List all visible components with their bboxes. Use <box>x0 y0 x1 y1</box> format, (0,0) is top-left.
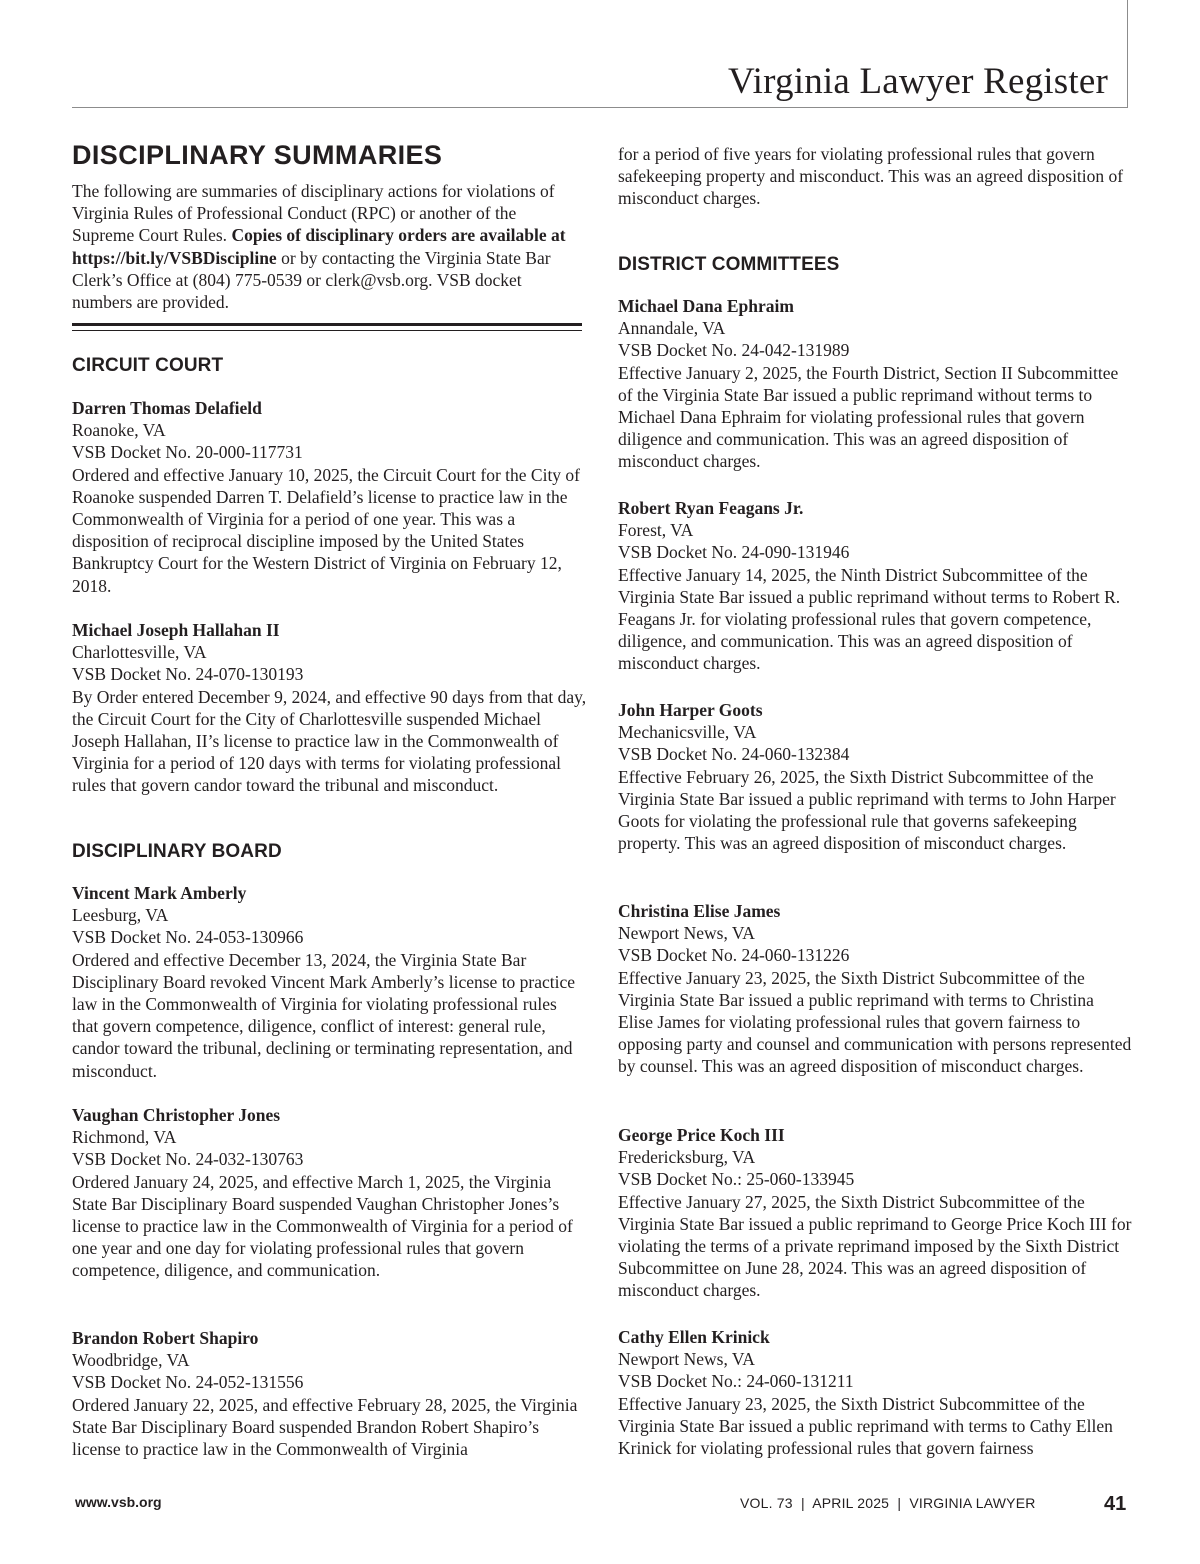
entry-summary: By Order entered December 9, 2024, and effective 90 days from that day, the Circuit Court for the City of Charlottesville suspended Michael Joseph Hallahan, II’s license to practice law in the Commonwealth of Virginia for a period of 120 days with terms for violating professional rules that govern candor toward the tribunal and misconduct. <box>72 686 587 796</box>
entry-koch <box>618 1124 1133 1302</box>
entry-location: Roanoke, VA <box>72 420 166 441</box>
entry-delafield <box>72 397 587 597</box>
entry-summary: Ordered and effective December 13, 2024, the Virginia State Bar Disciplinary Board revoked Vincent Mark Amberly’s license to practice law in the Commonwealth of Virginia for violating professional rules that govern competence, diligence, conflict of interest: general rule, candor toward the tribunal, declining or terminating representation, and misconduct. <box>72 949 576 1081</box>
footer-issue-line: VOL. 73 | APRIL 2025 | VIRGINIA LAWYER <box>740 1495 1036 1511</box>
entry-docket: VSB Docket No.: 24-060-131211 <box>618 1371 854 1392</box>
entry-location: Charlottesville, VA <box>72 642 207 663</box>
entry-name: Cathy Ellen Krinick <box>618 1327 770 1347</box>
entry-summary: Ordered and effective January 10, 2025, the Circuit Court for the City of Roanoke suspended Darren T. Delafield’s license to practice law in the Commonwealth of Virginia for a period of one year. This was a disposition of reciprocal discipline imposed by the United States Bankruptcy Court for the Western District of Virginia on February 12, 2018. <box>72 464 581 596</box>
entry-docket: VSB Docket No. 24-042-131989 <box>618 340 850 361</box>
entry-name: John Harper Goots <box>618 700 763 720</box>
section-heading-circuit-court: CIRCUIT COURT <box>72 355 224 376</box>
entry-summary: Ordered January 24, 2025, and effective March 1, 2025, the Virginia State Bar Disciplinary Board suspended Vaughan Christopher Jones’s license to practice law in the Commonwealth of Virginia for a period of one year and one day for violating professional rules that govern competence, diligence, and communication. <box>72 1171 573 1281</box>
entry-location: Forest, VA <box>618 520 694 541</box>
section-heading-disciplinary-board: DISCIPLINARY BOARD <box>72 841 282 862</box>
entry-name: Brandon Robert Shapiro <box>72 1328 259 1348</box>
page-number: 41 <box>1104 1493 1127 1515</box>
entry-docket: VSB Docket No. 24-060-132384 <box>618 744 850 765</box>
entry-name: Vaughan Christopher Jones <box>72 1105 281 1125</box>
entry-ephraim <box>618 295 1133 473</box>
entry-james <box>618 900 1133 1078</box>
header-title: Virginia Lawyer Register <box>727 61 1108 102</box>
entry-docket: VSB Docket No. 24-032-130763 <box>72 1149 304 1170</box>
entry-goots <box>618 699 1133 854</box>
entry-docket: VSB Docket No. 24-060-131226 <box>618 945 850 966</box>
entry-summary: Effective January 2, 2025, the Fourth District, Section II Subcommittee of the Virginia State Bar issued a public reprimand without terms to Michael Dana Ephraim for violating professional rules that govern diligence and communication. This was an agreed disposition of misconduct charges. <box>618 362 1119 472</box>
entry-location: Richmond, VA <box>72 1127 177 1148</box>
entry-summary: Effective February 26, 2025, the Sixth District Subcommittee of the Virginia State Bar issued a public reprimand with terms to John Harper Goots for violating the professional rule that governs safekeeping property. This was an agreed disposition of misconduct charges. <box>618 766 1116 854</box>
entry-summary: Ordered January 22, 2025, and effective February 28, 2025, the Virginia State Bar Disciplinary Board suspended Brandon Robert Shapiro’s license to practice law in the Commonwealth of Virginia <box>72 1394 578 1460</box>
section-heading-district-committees: DISTRICT COMMITTEES <box>618 254 840 275</box>
entry-docket: VSB Docket No. 24-070-130193 <box>72 664 304 685</box>
header-rule <box>72 107 1128 108</box>
entry-docket: VSB Docket No.: 25-060-133945 <box>618 1169 855 1190</box>
section-divider <box>72 323 582 331</box>
entry-name: George Price Koch III <box>618 1125 785 1145</box>
entry-hallahan <box>72 619 587 797</box>
entry-docket: VSB Docket No. 20-000-117731 <box>72 442 303 463</box>
entry-jones <box>72 1104 587 1282</box>
intro-link-text[interactable]: Copies of disciplinary orders are available at https://bit.ly/VSBDiscipline <box>72 225 566 268</box>
intro-text-b: or by contacting the Virginia State Bar Clerk’s Office at (804) 775-0539 or clerk@vsb.org. VSB docket numbers are provided. <box>72 247 551 313</box>
entry-name: Christina Elise James <box>618 901 781 921</box>
entry-location: Woodbridge, VA <box>72 1350 190 1371</box>
entry-summary: Effective January 23, 2025, the Sixth District Subcommittee of the Virginia State Bar issued a public reprimand with terms to Cathy Ellen Krinick for violating professional rules that govern fairness <box>618 1393 1113 1459</box>
entry-name: Michael Joseph Hallahan II <box>72 620 280 640</box>
entry-shapiro <box>72 1327 587 1460</box>
intro-paragraph <box>72 180 582 313</box>
entry-feagans <box>618 497 1133 675</box>
entry-summary: Effective January 23, 2025, the Sixth District Subcommittee of the Virginia State Bar issued a public reprimand with terms to Christina Elise James for violating professional rules that govern fairness to opposing party and counsel and communication with persons represented by counsel. This was an agreed disposition of misconduct charges. <box>618 967 1132 1077</box>
entry-location: Leesburg, VA <box>72 905 169 926</box>
header-vertical-rule <box>1127 0 1128 108</box>
entry-summary: Effective January 14, 2025, the Ninth District Subcommittee of the Virginia State Bar issued a public reprimand without terms to Robert R. Feagans Jr. for violating professional rules that govern competence, diligence, and communication. This was an agreed disposition of misconduct charges. <box>618 564 1121 674</box>
entry-docket: VSB Docket No. 24-052-131556 <box>72 1372 304 1393</box>
entry-name: Michael Dana Ephraim <box>618 296 794 316</box>
entry-summary: Effective January 27, 2025, the Sixth District Subcommittee of the Virginia State Bar issued a public reprimand to George Price Koch III for violating the terms of a private reprimand imposed by the Sixth District Subcommittee on June 28, 2024. This was an agreed disposition of misconduct charges. <box>618 1191 1132 1301</box>
continuation-paragraph: for a period of five years for violating professional rules that govern safekeeping property and misconduct. This was an agreed disposition of misconduct charges. <box>618 144 1124 209</box>
entry-amberly <box>72 882 587 1082</box>
entry-location: Newport News, VA <box>618 1349 755 1370</box>
entry-name: Darren Thomas Delafield <box>72 398 262 418</box>
entry-location: Mechanicsville, VA <box>618 722 757 743</box>
entry-name: Robert Ryan Feagans Jr. <box>618 498 804 518</box>
entry-location: Newport News, VA <box>618 923 755 944</box>
intro-text-a: The following are summaries of disciplinary actions for violations of Virginia Rules of Professional Conduct (RPC) or another of the Supreme Court Rules. <box>72 181 555 246</box>
entry-name: Vincent Mark Amberly <box>72 883 247 903</box>
page-heading: DISCIPLINARY SUMMARIES <box>72 140 443 170</box>
entry-krinick <box>618 1326 1133 1459</box>
entry-location: Annandale, VA <box>618 318 726 339</box>
footer-url[interactable]: www.vsb.org <box>75 1494 162 1510</box>
entry-docket: VSB Docket No. 24-053-130966 <box>72 927 304 948</box>
entry-location: Fredericksburg, VA <box>618 1147 756 1168</box>
entry-docket: VSB Docket No. 24-090-131946 <box>618 542 850 563</box>
